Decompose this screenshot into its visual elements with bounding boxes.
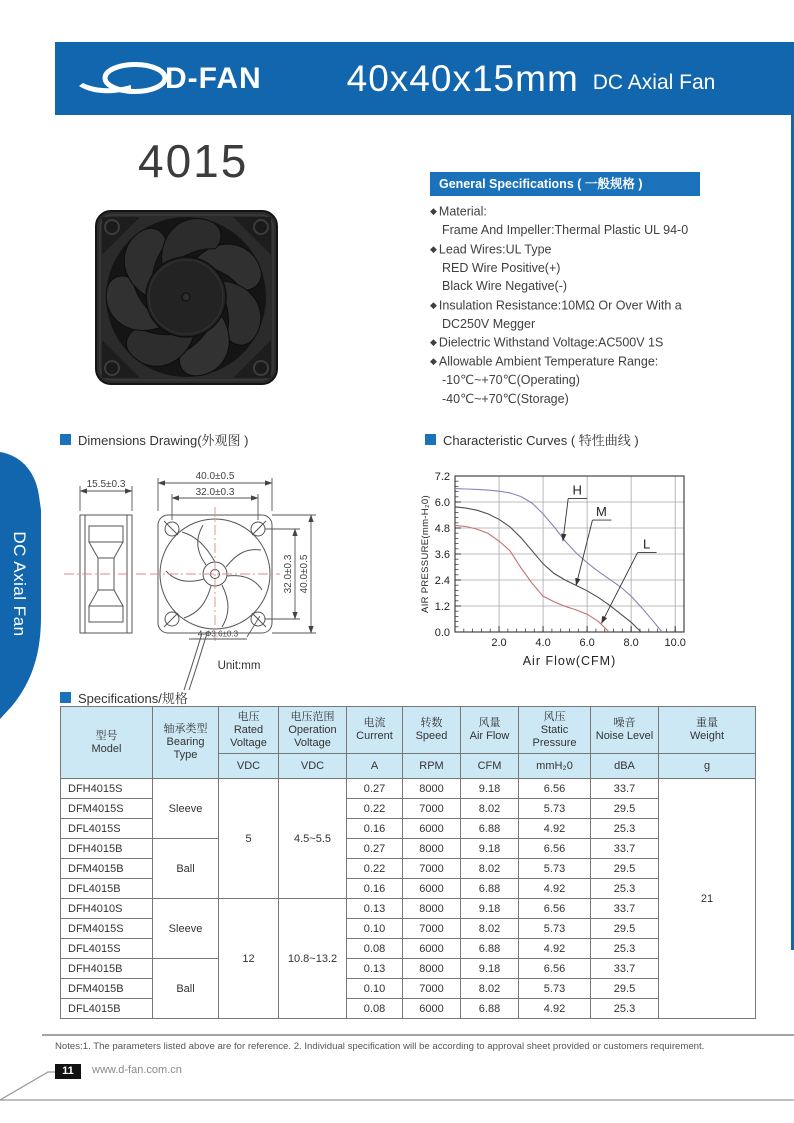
blue-square-icon <box>425 434 436 445</box>
cell-model: DFH4015S <box>61 779 153 799</box>
cell-speed: 6000 <box>403 999 461 1019</box>
cell-noise: 29.5 <box>591 859 659 879</box>
cell-current: 0.22 <box>347 859 403 879</box>
cell-airflow: 9.18 <box>461 839 519 859</box>
spec-line: Frame And Impeller:Thermal Plastic UL 94-0 <box>442 223 689 237</box>
header-bar <box>55 42 794 115</box>
cell-noise: 33.7 <box>591 839 659 859</box>
diamond-bullet-icon: ◆ <box>430 337 437 347</box>
col-header-weight: 重量 Weight <box>659 707 756 754</box>
cell-model: DFH4010S <box>61 899 153 919</box>
cell-model: DFH4015B <box>61 959 153 979</box>
cell-speed: 8000 <box>403 899 461 919</box>
spec-line: ◆ Dielectric Withstand Voltage:AC500V 1S <box>430 335 664 350</box>
unit-cell: RPM <box>403 754 461 779</box>
svg-text:10.0: 10.0 <box>664 637 686 649</box>
notes-separator <box>42 1034 794 1036</box>
cell-airflow: 6.88 <box>461 879 519 899</box>
cell-pressure: 5.73 <box>519 799 591 819</box>
model-number: 4015 <box>138 135 249 187</box>
cell-model: DFL4015S <box>61 819 153 839</box>
dim-mounting-holes: 4-Φ3.6±0.3 <box>197 629 239 639</box>
col-header-model: 型号 Model <box>61 707 153 779</box>
cell-model: DFL4015S <box>61 939 153 959</box>
cell-noise: 33.7 <box>591 899 659 919</box>
page-number-badge: 11 <box>55 1064 81 1079</box>
cell-noise: 25.3 <box>591 999 659 1019</box>
cell-airflow: 8.02 <box>461 799 519 819</box>
diamond-bullet-icon: ◆ <box>430 356 437 366</box>
side-tab-label: DC Axial Fan <box>10 531 30 637</box>
cell-airflow: 9.18 <box>461 959 519 979</box>
cell-current: 0.10 <box>347 979 403 999</box>
cell-pressure: 6.56 <box>519 779 591 799</box>
cell-speed: 6000 <box>403 879 461 899</box>
table-row <box>61 899 756 919</box>
cell-speed: 8000 <box>403 779 461 799</box>
cell-current: 0.10 <box>347 919 403 939</box>
dim-hole-pitch-height: 32.0±0.3 <box>283 554 294 594</box>
svg-text:3.6: 3.6 <box>434 549 450 561</box>
section-title-specifications: Specifications/规格 <box>60 688 188 707</box>
section-title-dimensions: Dimensions Drawing(外观图 ) <box>60 430 248 449</box>
cell-pressure: 4.92 <box>519 819 591 839</box>
unit-cell: mmH₂0 <box>519 754 591 779</box>
cell-noise: 29.5 <box>591 979 659 999</box>
cell-pressure: 4.92 <box>519 939 591 959</box>
cell-airflow: 6.88 <box>461 999 519 1019</box>
spec-line: ◆ Insulation Resistance:10MΩ Or Over With a <box>430 298 682 312</box>
notes-text: Notes:1. The parameters listed above are for reference. 2. Individual specification will be according to approval sheet provided or customers requirement. <box>55 1041 705 1052</box>
dimensions-drawing <box>56 458 408 693</box>
spec-line: ◆ Material: <box>430 204 487 219</box>
website-link[interactable]: www.d-fan.com.cn <box>92 1064 182 1076</box>
diamond-bullet-icon: ◆ <box>430 299 437 310</box>
svg-text:4.8: 4.8 <box>434 523 450 535</box>
logo-text: D-FAN <box>165 61 262 95</box>
cell-speed: 6000 <box>403 939 461 959</box>
col-header-airflow: 风量 Air Flow <box>461 707 519 754</box>
svg-text:1.2: 1.2 <box>434 601 450 613</box>
diamond-bullet-icon: ◆ <box>430 243 437 254</box>
brand-logo <box>73 56 262 102</box>
svg-text:4.0: 4.0 <box>535 637 551 649</box>
spec-line: RED Wire Positive(+) <box>442 260 561 275</box>
cell-airflow: 6.88 <box>461 819 519 839</box>
cell-speed: 8000 <box>403 959 461 979</box>
cell-operation-voltage: 10.8~13.2 <box>279 899 347 1019</box>
dim-outer-height: 40.0±0.5 <box>299 554 310 594</box>
blue-square-icon <box>60 692 71 703</box>
col-header-noise: 噪音 Noise Level <box>591 707 659 754</box>
cell-pressure: 5.73 <box>519 859 591 879</box>
unit-cell: dBA <box>591 754 659 779</box>
svg-text:2.4: 2.4 <box>434 575 450 587</box>
svg-text:7.2: 7.2 <box>434 471 450 483</box>
cell-pressure: 5.73 <box>519 979 591 999</box>
cell-speed: 7000 <box>403 919 461 939</box>
cell-rated-voltage: 12 <box>219 899 279 1019</box>
dim-hole-pitch-width: 32.0±0.3 <box>195 487 235 498</box>
svg-text:0.0: 0.0 <box>434 627 450 639</box>
svg-text:H: H <box>572 482 582 498</box>
blue-square-icon <box>60 434 71 445</box>
unit-cell: A <box>347 754 403 779</box>
unit-cell: g <box>659 754 756 779</box>
svg-text:6.0: 6.0 <box>434 497 450 509</box>
col-header-pressure: 风压 Static Pressure <box>519 707 591 754</box>
cell-current: 0.13 <box>347 899 403 919</box>
cell-noise: 29.5 <box>591 799 659 819</box>
svg-text:AIR PRESSURE(mm-H₂0): AIR PRESSURE(mm-H₂0) <box>420 495 431 613</box>
col-header-operation-voltage: 电压范围 Operation Voltage <box>279 707 347 754</box>
cell-current: 0.22 <box>347 799 403 819</box>
dim-unit-label: Unit:mm <box>217 660 261 672</box>
spec-line: -40℃~+70℃(Storage) <box>442 391 569 406</box>
cell-airflow: 8.02 <box>461 859 519 879</box>
unit-cell: VDC <box>279 754 347 779</box>
characteristic-curves-chart <box>418 460 728 695</box>
col-header-speed: 转数 Speed <box>403 707 461 754</box>
svg-text:8.0: 8.0 <box>623 637 639 649</box>
section-title-curves: Characteristic Curves ( 特性曲线 ) <box>425 430 639 449</box>
cell-noise: 29.5 <box>591 919 659 939</box>
cell-airflow: 9.18 <box>461 779 519 799</box>
cell-noise: 25.3 <box>591 939 659 959</box>
cell-current: 0.27 <box>347 779 403 799</box>
cell-speed: 7000 <box>403 979 461 999</box>
general-specs-list <box>430 202 730 408</box>
col-header-bearing: 轴承类型 Bearing Type <box>153 707 219 779</box>
cell-speed: 7000 <box>403 859 461 879</box>
cell-airflow: 9.18 <box>461 899 519 919</box>
cell-noise: 25.3 <box>591 819 659 839</box>
table-header-row <box>61 707 756 754</box>
spec-line: ◆ Lead Wires:UL Type <box>430 242 552 256</box>
spec-line: -10℃~+70℃(Operating) <box>442 373 580 387</box>
fan-product-photo <box>88 206 284 392</box>
cell-noise: 33.7 <box>591 779 659 799</box>
cell-pressure: 6.56 <box>519 839 591 859</box>
table-row <box>61 839 756 859</box>
svg-text:2.0: 2.0 <box>491 637 507 649</box>
unit-cell: CFM <box>461 754 519 779</box>
spec-line: ◆ Allowable Ambient Temperature Range: <box>430 354 659 369</box>
cell-speed: 8000 <box>403 839 461 859</box>
dim-outer-width: 40.0±0.5 <box>195 471 235 482</box>
cell-current: 0.08 <box>347 999 403 1019</box>
col-header-rated-voltage: 电压 Rated Voltage <box>219 707 279 754</box>
cell-operation-voltage: 4.5~5.5 <box>279 779 347 899</box>
cell-rated-voltage: 5 <box>219 779 279 899</box>
spec-line: Black Wire Negative(-) <box>442 279 568 293</box>
cell-model: DFH4015B <box>61 839 153 859</box>
table-row <box>61 779 756 799</box>
cell-pressure: 6.56 <box>519 899 591 919</box>
cell-pressure: 4.92 <box>519 879 591 899</box>
spec-line: DC250V Megger <box>442 316 536 331</box>
cell-current: 0.08 <box>347 939 403 959</box>
cell-model: DFM4015S <box>61 799 153 819</box>
cell-model: DFM4015S <box>61 919 153 939</box>
general-specs-title: General Specifications ( 一般规格 ) <box>430 172 700 196</box>
cell-pressure: 5.73 <box>519 919 591 939</box>
cell-speed: 6000 <box>403 819 461 839</box>
cell-pressure: 4.92 <box>519 999 591 1019</box>
cell-model: DFM4015B <box>61 979 153 999</box>
cell-bearing: Sleeve <box>153 899 219 959</box>
cell-airflow: 8.02 <box>461 979 519 999</box>
cell-model: DFL4015B <box>61 999 153 1019</box>
unit-cell: VDC <box>219 754 279 779</box>
cell-current: 0.27 <box>347 839 403 859</box>
table-row <box>61 959 756 979</box>
svg-text:6.0: 6.0 <box>579 637 595 649</box>
cell-airflow: 8.02 <box>461 919 519 939</box>
svg-text:L: L <box>642 536 651 552</box>
cell-bearing: Sleeve <box>153 779 219 839</box>
specifications-table <box>60 706 756 1019</box>
cell-pressure: 6.56 <box>519 959 591 979</box>
cell-bearing: Ball <box>153 839 219 899</box>
cell-bearing: Ball <box>153 959 219 1019</box>
svg-text:M: M <box>596 504 607 520</box>
col-header-current: 电流 Current <box>347 707 403 754</box>
cell-noise: 25.3 <box>591 879 659 899</box>
cell-model: DFL4015B <box>61 879 153 899</box>
diamond-bullet-icon: ◆ <box>430 206 437 216</box>
side-tab <box>0 448 46 720</box>
cell-current: 0.16 <box>347 879 403 899</box>
svg-text:Air Flow(CFM): Air Flow(CFM) <box>522 654 617 668</box>
cell-model: DFM4015B <box>61 859 153 879</box>
cell-current: 0.13 <box>347 959 403 979</box>
cell-airflow: 6.88 <box>461 939 519 959</box>
page-subtitle: DC Axial Fan <box>592 70 716 94</box>
cell-speed: 7000 <box>403 799 461 819</box>
page-title: 40x40x15mm <box>346 57 579 99</box>
cell-noise: 33.7 <box>591 959 659 979</box>
cell-weight: 21 <box>659 779 756 1019</box>
dim-side-width: 15.5±0.3 <box>86 479 126 490</box>
cell-current: 0.16 <box>347 819 403 839</box>
